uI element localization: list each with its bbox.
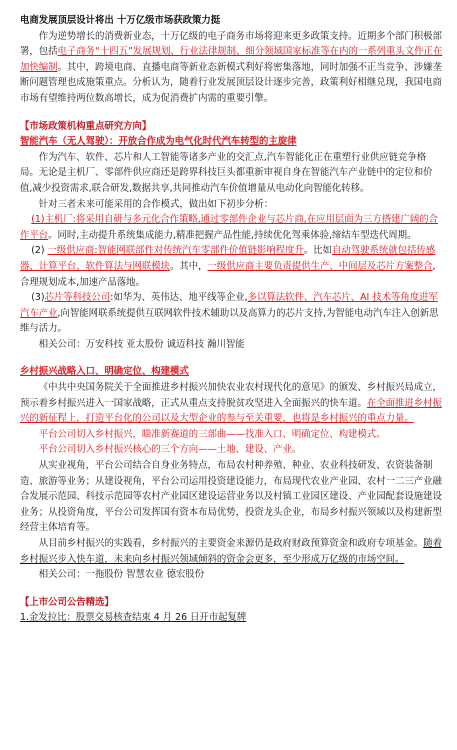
highlighted-text: 芯片等科技公司 (44, 292, 111, 304)
highlighted-text: 一级供应商主要负责提供生产、中间层及芯片方案整合 (207, 260, 433, 272)
news-paragraph (20, 29, 444, 107)
paragraph-text: 从目前乡村振兴的实践看，乡村振兴的主要资金来源仍是政府财政预算资金和政府专项基金。 (38, 538, 424, 549)
underlined-text: 随着乡村振兴步入快车道，未来向乡村振兴领域倾斜的资金会更多，至少形成万亿级的市场空间。 (20, 538, 442, 565)
paragraph-text: 作为逆势增长的消费新业态，十万亿级的电子商务市场将迎来更多政策支持。近期多个部门积极部署，包括 (20, 30, 442, 58)
paragraph-text: (2) (31, 245, 48, 257)
section-header-research: 【市场政策机构重点研究方向】 (20, 120, 152, 132)
paragraph: 从实业视角，平台公司结合自身业务特点，布局农村种养殖、种业、农业科技研发、农资装备制造、旅游等业务；从建设视角，平台公司运用投资建设能力，布局现代农业产业园、农村一二三产业融合发展示范园、科技示范园等农村产业园区建设运营业务以及村镇工业园区建设、产业园配套设施建设业务；从投资角度，平台公司发挥国有资本布局优势，投资龙头企业，布局乡村振兴领域以及构建新型经营主体培育等。 (20, 460, 442, 534)
paragraph-text: 。其中，跨境电商、直播电商等新业态新模式利好将密集落地，同时加强不正当竞争、涉嫌垄断问题管理也成施策重点。分析认为，随着行业发展顶层设计逐步完善，政策利好相继兑现，我国电商市场有望维持两位数高增长，成为促消费扩内需的重要引擎。 (20, 61, 442, 104)
paragraph (20, 197, 444, 213)
list-item (20, 243, 444, 290)
paragraph-text: ,向智能网联系统提供互联网软件技术辅助以及高算力的芯片支持,为智能电动汽车注入创新思维与活力。 (20, 307, 439, 335)
paragraph-text: ,合理规划成本,加速产品落地。 (20, 260, 436, 288)
paragraph-text: (3) (31, 292, 45, 304)
paragraph (20, 150, 444, 197)
highlighted-text: 多以算法软件、汽车芯片、AI 技术等角度进军汽车产业 (20, 292, 438, 319)
announcement-item: 1.金发拉比：股票交易核查结束 4 月 26 日开市起复牌 (20, 612, 247, 624)
paragraph-text: 作为汽车、软件、芯片和人工智能等诸多产业的交汇点,汽车智能化正在重塑行业供应链竞争格局。无论是主机厂、零部件供应商还是跨界科技巨头都重新审视自身在智能汽车产业链中的定位和价值,减少投资需求,联合研发,数据共享,共同推动汽车价值增量从电动化向智能化转移。 (20, 151, 433, 194)
paragraph-text: 《中共中央国务院关于全面推进乡村振兴加快农业农村现代化的意见》的颁发、乡村振兴局成立，预示着乡村振兴进入一国家战略，正式从重点支持脱贫攻坚进入全面振兴的快车道。 (20, 382, 442, 409)
paragraph-text: :如华为、英伟达、地平线等企业, (110, 292, 248, 304)
paragraph-text: 。比如 (303, 245, 332, 257)
paragraph-text: 。同时,主动提升系统集成能力,精准把握产品性能,持续优化驾乘体验,缔结车型迭代周期。 (48, 229, 417, 241)
list-item (20, 212, 444, 243)
emphasis-line: 平台公司切入乡村振兴，瞄准新赛道的三部曲——找准入口、明确定位、构建模式。 (38, 428, 386, 440)
news-title: 电商发展顶层设计将出 十万亿级市场获政策力挺 (20, 15, 221, 26)
highlighted-text: 自动驾驶系统就包括传感器、计算平台、软件算法与网联模块 (20, 245, 436, 272)
paragraph-text: 针对三者未来可能采用的合作模式，做出如下初步分析： (38, 198, 274, 210)
paragraph-text: 。其中， (170, 260, 208, 272)
subsection-title-rural: 乡村振兴战略入口、明确定位、构建模式 (20, 366, 189, 378)
related-companies: 相关公司：万安科技 亚太股份 诚迈科技 瀚川智能 (38, 338, 245, 350)
highlighted-text: 电子商务“十四五”发展规划、行业法律规制、细分领域国家标准等在内的一系列重头文件正在加快编制 (20, 46, 443, 73)
subsection-title-smart-car: 智能汽车（无人驾驶）：开放合作成为电气化时代汽车转型的主旋律 (20, 136, 297, 148)
paragraph (20, 380, 444, 427)
document-page (0, 13, 457, 750)
emphasis-line: 平台公司切入乡村振兴核心的三个方向——土地、建设、产业。 (38, 444, 302, 456)
highlighted-text: 在全面推进乡村振兴的新征程上，打造平台化的公司以及大型企业的参与至关重要，也将是乡村振兴的重点力量。 (20, 397, 442, 425)
highlighted-text: (1)主机厂:将采用自研与多元化合作策略,通过零部件企业与芯片商,在应用层面为三方搭建广阔的合作平台 (20, 214, 439, 241)
highlighted-text: 一级供应商:智能网联部件对传统汽车零部件价值链影响程度升 (47, 245, 304, 257)
related-companies: 相关公司：一拖股份 智慧农业 德宏股份 (38, 569, 205, 581)
list-item (20, 290, 444, 337)
paragraph (20, 536, 444, 567)
section-header-announcements: 【上市公司公告精选】 (20, 596, 114, 608)
